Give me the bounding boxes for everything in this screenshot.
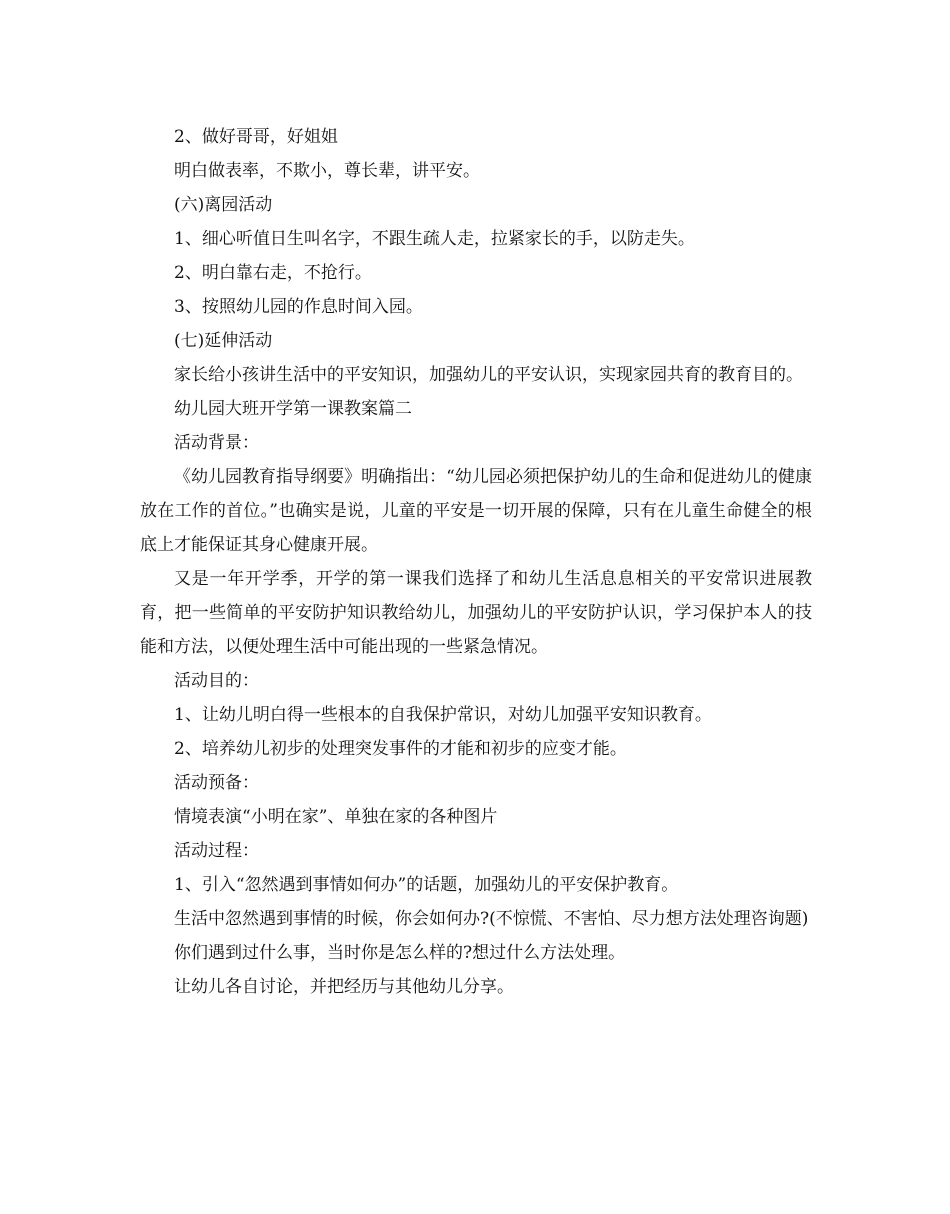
paragraph: 2、做好哥哥，好姐姐 (174, 127, 338, 147)
section-heading: 活动目的： (174, 671, 259, 691)
paragraph: 你们遇到过什么事，当时你是怎么样的?想过什么方法处理。 (174, 943, 626, 963)
paragraph: 《幼儿园教育指导纲要》明确指出：“幼儿园必须把保护幼儿的生命和促进幼儿的健康放在工作的首位。”也确实是说，儿童的平安是一切开展的保障，只有在儿童生命健全的根底上才能保证其身心健康开展。 (140, 467, 812, 555)
paragraph: 1、引入“忽然遇到事情如何办”的话题，加强幼儿的平安保护教育。 (174, 875, 679, 895)
paragraph: 又是一年开学季，开学的第一课我们选择了和幼儿生活息息相关的平安常识进展教育，把一些简单的平安防护知识教给幼儿，加强幼儿的平安防护认识，学习保护本人的技能和方法，以便处理生活中可能出现的一些紧急情况。 (140, 569, 812, 657)
paragraph: 2、培养幼儿初步的处理突发事件的才能和初步的应变才能。 (174, 739, 627, 759)
section-heading: 活动预备： (174, 773, 259, 793)
section-heading: 活动过程： (174, 841, 259, 861)
paragraph: 1、让幼儿明白得一些根本的自我保护常识，对幼儿加强平安知识教育。 (174, 705, 712, 725)
paragraph: 让幼儿各自讨论，并把经历与其他幼儿分享。 (174, 977, 514, 997)
paragraph: 家长给小孩讲生活中的平安知识，加强幼儿的平安认识，实现家园共育的教育目的。 (174, 365, 803, 385)
paragraph: 明白做表率，不欺小，尊长辈，讲平安。 (174, 161, 480, 181)
paragraph: 3、按照幼儿园的作息时间入园。 (174, 297, 423, 317)
paragraph: 1、细心听值日生叫名字，不跟生疏人走，拉紧家长的手，以防走失。 (174, 229, 695, 249)
paragraph: 情境表演“小明在家”、单独在家的各种图片 (174, 807, 498, 827)
paragraph: 生活中忽然遇到事情的时候，你会如何办?(不惊慌、不害怕、尽力想方法处理咨询题) (174, 909, 809, 929)
paragraph: 2、明白靠右走，不抢行。 (174, 263, 372, 283)
section-heading: (六)离园活动 (174, 195, 273, 215)
section-heading: 活动背景： (174, 433, 259, 453)
document-body (140, 120, 812, 1004)
section-heading: (七)延伸活动 (174, 331, 273, 351)
section-title: 幼儿园大班开学第一课教案篇二 (174, 399, 412, 419)
